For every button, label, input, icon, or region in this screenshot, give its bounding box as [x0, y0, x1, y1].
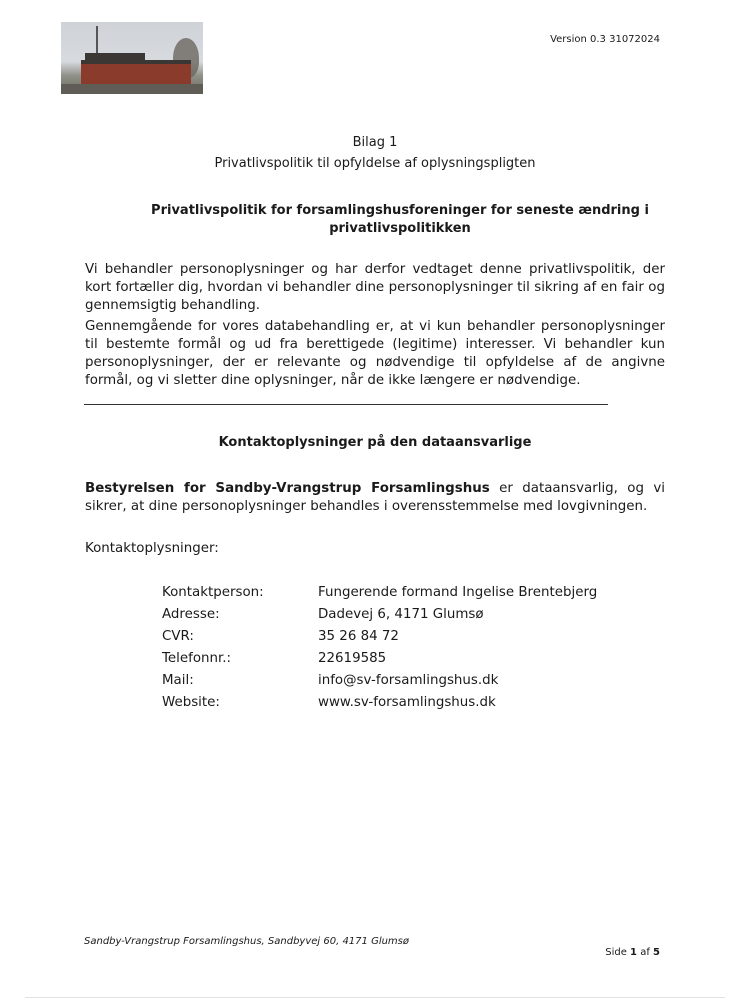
contact-row	[162, 628, 597, 650]
ground	[61, 84, 203, 94]
footer-address: Sandby-Vrangstrup Forsamlingshus, Sandbyvej 60, 4171 Glumsø	[84, 936, 409, 947]
bilag-title: Bilag 1	[352, 135, 398, 150]
controller-paragraph	[85, 480, 665, 516]
contact-value: 35 26 84 72	[318, 629, 399, 644]
contact-row	[162, 650, 597, 672]
section-title: Kontaktoplysninger på den dataansvarlige	[218, 435, 532, 450]
contact-label: Telefonnr.:	[162, 651, 232, 666]
contact-label: CVR:	[162, 629, 194, 644]
contact-value[interactable]: www.sv-forsamlingshus.dk	[318, 695, 496, 710]
page-number	[605, 947, 660, 958]
contact-label: Website:	[162, 695, 220, 710]
contact-label: Kontaktperson:	[162, 585, 264, 600]
contact-row	[162, 672, 597, 694]
contact-value: Fungerende formand Ingelise Brentebjerg	[318, 585, 598, 600]
policy-title: Privatlivspolitik for forsamlingshusforeninger for seneste ændring i privatlivspolitikken	[151, 203, 649, 236]
intro-paragraph: Vi behandler personoplysninger og har derfor vedtaget denne privatlivspolitik, der kort fortæller dig, hvordan vi behandler dine personoplysninger til sikring af en fair og gennemsigtig behandling.	[85, 262, 665, 313]
page-bottom-rule	[25, 997, 725, 998]
controller-name: Bestyrelsen for Sandby-Vrangstrup Forsamlingshus	[85, 481, 490, 496]
contact-table	[162, 584, 597, 716]
divider	[84, 404, 608, 405]
page-prefix: Side	[605, 947, 631, 958]
contact-value: Dadevej 6, 4171 Glumsø	[318, 607, 484, 622]
contact-row	[162, 584, 597, 606]
version-label: Version 0.3 31072024	[550, 34, 660, 45]
contact-heading: Kontaktoplysninger:	[85, 541, 219, 556]
contact-label: Adresse:	[162, 607, 220, 622]
contact-row	[162, 694, 597, 716]
contact-value[interactable]: info@sv-forsamlingshus.dk	[318, 673, 499, 688]
document-subtitle: Privatlivspolitik til opfyldelse af oplysningspligten	[214, 156, 536, 171]
page-mid: af	[637, 947, 654, 958]
controller-text: er dataansvarlig, og vi sikrer, at dine personoplysninger behandles i overensstemmelse med lovgivningen.	[85, 481, 665, 514]
header-photo	[61, 22, 203, 94]
page-total: 5	[653, 947, 660, 958]
contact-row	[162, 606, 597, 628]
page-current: 1	[630, 947, 638, 958]
processing-paragraph: Gennemgående for vores databehandling er, at vi kun behandler personoplysninger til bestemte formål og ud fra berettigede (legitime) interesser. Vi behandler kun personoplysninger, der er relevante og nødvendige til opfyldelse af de angivne formål, og vi sletter dine oplysninger, når de ikke længere er nødvendige.	[85, 319, 665, 388]
contact-value: 22619585	[318, 651, 387, 666]
contact-label: Mail:	[162, 673, 194, 688]
